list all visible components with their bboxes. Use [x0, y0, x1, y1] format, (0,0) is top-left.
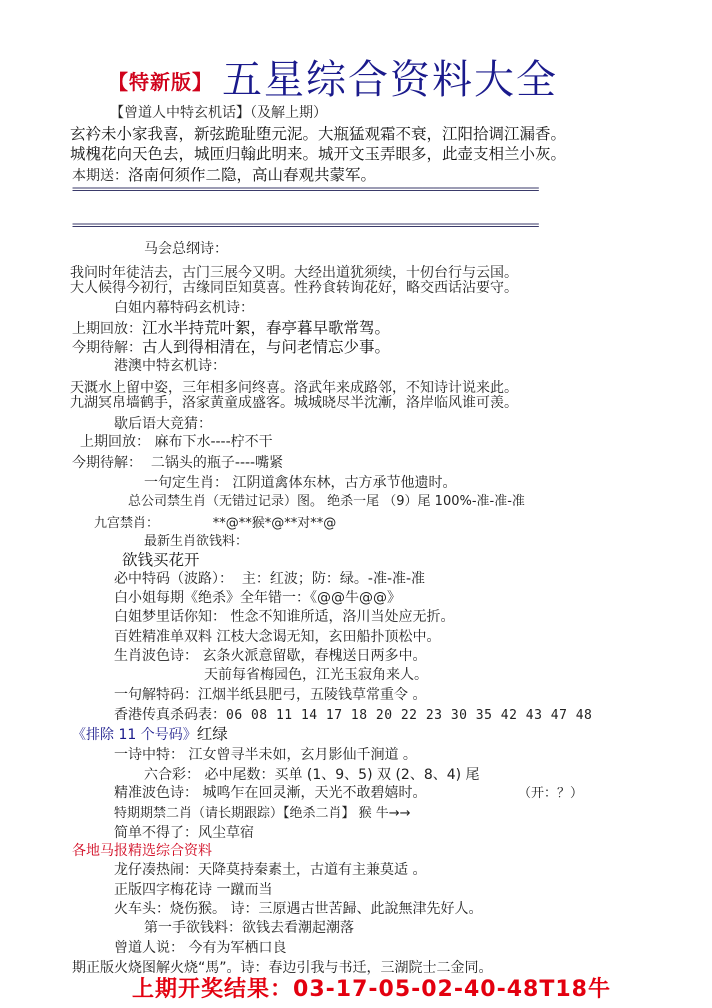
xianggang-line	[114, 704, 592, 724]
xiaojie-line: 白小姐每期《绝杀》全年错一：《@@牛@@》	[114, 590, 401, 606]
bizhong-main: 主：红波；	[241, 571, 312, 587]
edition-tag: 【特新版】	[108, 70, 213, 94]
gangao-line-1: 天溉水上留中姿，三年相多问终喜。洛武年来成路邻，不知诗计说来此。	[70, 380, 518, 396]
longzi-line: 龙仔凑热闹：天降莫持秦素土，古道有主兼莫适 。	[114, 862, 427, 878]
bizhong-label: 必中特码（波路）：	[114, 571, 233, 587]
bizhong-line	[114, 568, 425, 588]
jiugong-label: 九宫禁肖：	[94, 516, 160, 531]
paichu-line	[72, 722, 228, 744]
jingzhun-bose-line: 精准波色诗： 城鸣乍在回灵漸，天光不敢碧嬉时。	[114, 785, 427, 801]
qi-zhengban-line: 期正版火烧图解火烧“馬”。诗：春边引我与书迁，三湖院士二金同。	[72, 960, 493, 976]
divider-1: ================================================================================	[72, 182, 538, 196]
divider-2: ================================================================================	[72, 218, 538, 232]
zonggongsi-line: 总公司禁生肖（无错过记录）图。 绝杀一尾 （9）尾 100%-准-准-准	[128, 494, 525, 509]
gangao-title: 港澳中特玄机诗：	[114, 358, 226, 374]
jiugong-line	[94, 512, 336, 531]
baigu-now-text: 古人到得相清在，与问老情忘少事。	[142, 338, 391, 356]
ceng-title: 【曾道人中特玄机话】（及解上期）	[110, 105, 327, 121]
yiju-jie-line: 一句解特码：江烟半纸县肥弓，五陵钱草常重令 。	[114, 687, 427, 703]
baigu-prev-text: 江水半持荒叶絮，春亭暮早歌常驾。	[142, 319, 391, 337]
paichu-label: 《排除 11 个号码》	[72, 727, 197, 743]
huoche-line: 火车头：烧伤猴。 诗：三原遇古世苦歸、此說無津先好人。	[114, 901, 483, 917]
baigu-title: 白姐内幕特码玄机诗：	[114, 300, 254, 316]
techi-line: 特期期禁二肖（请长期跟踪）【绝杀二肖】 猴 牛→→	[114, 806, 411, 821]
bizhong-fang: 防：绿。-准-准-准	[311, 571, 426, 587]
gangao-line-2: 九湖冥帛墙鹤手，洛家黄童成盛客。城城晓尽半沈漸，洛岸临风谁可羡。	[70, 395, 518, 411]
xianggang-label: 香港传真杀码表：	[114, 707, 226, 723]
baigu-now	[72, 335, 390, 357]
kai-note: （开：？）	[518, 786, 584, 801]
shengxiao-bose-line-2: 天前每省梅园色，江光玉寂角来人。	[204, 667, 428, 683]
page-title: 五星综合资料大全	[222, 57, 558, 103]
ceng-line-1: 玄衿未小家我喜，新弦跪耻堕元泥。大瓶猛观霜不衰，江阳拾调江漏香。	[70, 125, 567, 143]
baigu-prev-label: 上期回放：	[72, 321, 142, 337]
baijie-meng-line: 白姐梦里话你知： 性念不知谁所适，洛川当处应无折。	[114, 609, 455, 625]
xiehou-now-label: 今期待解：	[72, 455, 142, 471]
xiehou-prev	[80, 431, 273, 451]
zuixin-title: 最新生肖欲钱料：	[144, 534, 249, 549]
yishi-line: 一诗中特： 江女曾寻半未如，玄月影仙千涧道 。	[114, 747, 417, 763]
result-label: 上期开奖结果：	[132, 977, 294, 1002]
cengdao-line: 曾道人说： 今有为军栖口良	[114, 940, 287, 956]
diyishou-line: 第一手欲钱料：欲钱去看潮起潮落	[144, 920, 354, 936]
yuqian-text: 欲钱买花开	[122, 551, 200, 569]
mahui-line-1: 我问时年徒洁去，古门三展今又明。大经出道犹须续，十仞台行与云国。	[70, 265, 518, 281]
gedi-title: 各地马报精选综合资料	[72, 843, 212, 859]
result-line	[132, 972, 611, 1003]
paichu-text: 红绿	[196, 725, 228, 743]
mahui-line-2: 大人候得今初行，古缘同臣知莫喜。性矜食转询花好，略交西话沾要守。	[70, 280, 518, 296]
yiju-shengxiao: 一句定生肖： 江阴道禽体东林，古方承节他遗时。	[144, 475, 457, 491]
xiehou-prev-text: 麻布下水----柠不干	[154, 434, 273, 450]
xiehou-prev-label: 上期回放：	[80, 434, 150, 450]
benqi-text: 洛南何须作二隐，高山春观共蒙军。	[128, 166, 377, 184]
xianggang-nums: 06 08 11 14 17 18 20 22 23 30 35 42 43 47 48	[226, 708, 593, 723]
baixing-line: 百姓精准单双料 江枝大念谒无知，玄田船扑顶松中。	[114, 629, 441, 645]
benqi-label: 本期送：	[72, 168, 128, 184]
result-nums: 03-17-05-02-40-48T18牛	[293, 977, 611, 1002]
mahui-title: 马会总纲诗：	[144, 241, 228, 257]
xiehou-title: 歇后语大竞猜：	[114, 416, 212, 432]
xiehou-now-text: 二锅头的瓶子----嘴紧	[150, 455, 284, 471]
zhengban-line: 正版四字梅花诗 一蹴而当	[114, 882, 273, 898]
ceng-line-2: 城槐花向天色去，城匝归翰此明来。城开文玉弄眼多，此壶支相兰小灰。	[70, 145, 567, 163]
liuhecai-line: 六合彩： 必中尾数：买单 (1、9、5) 双 (2、8、4) 尾	[144, 767, 480, 783]
baigu-now-label: 今期待解：	[72, 340, 142, 356]
jiugong-text: **@**猴*@**对**@	[212, 516, 337, 531]
jiandan-line: 简单不得了：风尘草宿	[114, 825, 254, 841]
shengxiao-bose-line: 生肖波色诗： 玄条火派意留歇，春槐送日两多中。	[114, 648, 427, 664]
xiehou-now	[72, 452, 283, 472]
